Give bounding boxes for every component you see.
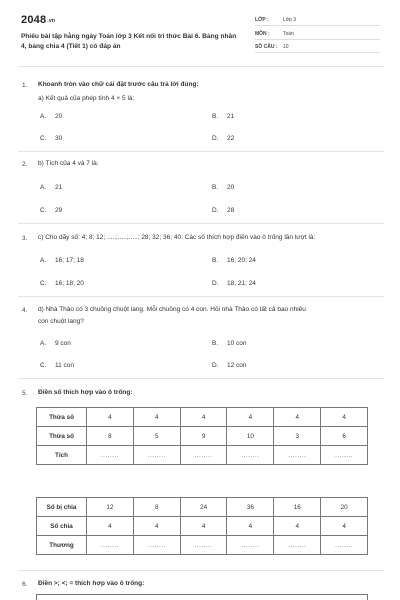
option-value: 20	[227, 184, 235, 191]
option-letter: C.	[40, 362, 47, 369]
option-value: 21	[227, 113, 235, 120]
meta-row-subject	[255, 30, 380, 40]
option-d[interactable]	[212, 135, 234, 142]
question-number: 5.	[22, 390, 28, 397]
meta-label: MÔN :	[255, 30, 270, 37]
option-letter: D.	[212, 280, 219, 287]
answer-blank[interactable]: ........	[87, 536, 134, 555]
meta-label: LỚP :	[255, 17, 269, 23]
table-cell: 4	[133, 517, 180, 536]
answer-blank[interactable]: ........	[321, 446, 368, 465]
option-value: 12 con	[227, 362, 247, 369]
option-letter: C.	[40, 135, 47, 142]
option-value: 9 con	[55, 340, 71, 347]
table-cell: 10	[227, 427, 274, 446]
table-cell: 4	[321, 408, 368, 427]
divider	[18, 151, 384, 152]
option-a[interactable]	[40, 184, 62, 191]
logo-main: 2048	[21, 14, 47, 26]
table-row	[37, 498, 368, 517]
option-value: 21	[55, 184, 63, 191]
option-letter: A.	[40, 257, 47, 264]
table-cell: 3	[274, 427, 321, 446]
table-cell: 4	[227, 517, 274, 536]
question-text-line2: con chuột lang?	[38, 318, 84, 325]
table-row	[37, 446, 368, 465]
option-letter: C.	[40, 207, 47, 214]
option-c[interactable]	[40, 135, 62, 142]
document-title: Phiếu bài tập hằng ngày Toán lớp 3 Kết nối tri thức Bài 6. Bảng nhân 4, bảng chia 4 (Tiết 1) có đáp án	[21, 33, 237, 50]
table-row	[37, 517, 368, 536]
meta-row-count	[255, 43, 380, 53]
meta-row-class	[255, 16, 380, 26]
question-text: c) Cho dãy số: 4; 8; 12; .....;.....;.....; 28; 32; 36; 40. Các số thích hợp điền vào ô trống lần lượt là:	[38, 234, 316, 241]
table-cell: 4	[87, 408, 134, 427]
table-cell: 9	[180, 427, 227, 446]
option-value: 22	[227, 135, 235, 142]
table-cell: 6	[321, 427, 368, 446]
divider	[18, 296, 384, 297]
table-cell: 4	[87, 517, 134, 536]
option-letter: B.	[212, 257, 219, 264]
comparison-table-partial	[36, 594, 368, 600]
row-header: Tích	[37, 446, 87, 465]
row-header: Thừa số	[37, 408, 87, 427]
table-cell: 36	[227, 498, 274, 517]
table-row	[37, 408, 368, 427]
option-a[interactable]	[40, 113, 62, 120]
answer-blank[interactable]: ........	[274, 446, 321, 465]
option-d[interactable]	[212, 280, 256, 287]
question-number: 3.	[22, 235, 28, 242]
answer-blank[interactable]: ........	[133, 536, 180, 555]
table-cell: 20	[321, 498, 368, 517]
question-instruction: Điền >; <; = thích hợp vào ô trống:	[38, 580, 145, 587]
option-a[interactable]	[40, 340, 71, 347]
option-letter: D.	[212, 135, 219, 142]
option-c[interactable]	[40, 280, 84, 287]
table-cell: 8	[87, 427, 134, 446]
meta-value: Toán	[283, 30, 294, 37]
answer-blank[interactable]: ........	[180, 536, 227, 555]
option-letter: B.	[212, 340, 219, 347]
divider	[18, 223, 384, 224]
option-c[interactable]	[40, 362, 74, 369]
row-header: Số bị chia	[37, 498, 87, 517]
option-value: 29	[55, 207, 63, 214]
meta-info	[255, 16, 380, 57]
option-letter: C.	[40, 280, 47, 287]
option-a[interactable]	[40, 257, 84, 264]
row-header: Số chia	[37, 517, 87, 536]
option-value: 16; 18; 20	[55, 280, 84, 287]
table-cell: 4	[274, 517, 321, 536]
option-value: 18; 21; 24	[227, 280, 256, 287]
answer-blank[interactable]: ........	[321, 536, 368, 555]
table-cell: 24	[180, 498, 227, 517]
option-letter: A.	[40, 340, 47, 347]
question-text	[38, 388, 133, 398]
option-value: 20	[55, 113, 63, 120]
meta-value: Lớp 3	[283, 17, 297, 23]
row-header: Thừa số	[37, 427, 87, 446]
question-instruction: Điền số thích hợp vào ô trống:	[38, 389, 133, 396]
option-b[interactable]	[212, 340, 247, 347]
question-text-line1: d) Nhà Thảo có 3 chuồng chuột lang. Mỗi chuồng có 4 con. Hỏi nhà Thảo có tất cả bao nhiêu	[38, 306, 306, 313]
option-value: 11 con	[55, 362, 75, 369]
table-cell: 4	[180, 517, 227, 536]
option-b[interactable]	[212, 113, 234, 120]
question-text: b) Tích của 4 và 7 là:	[38, 160, 99, 167]
divider	[18, 378, 384, 379]
answer-blank[interactable]: ........	[227, 446, 274, 465]
table-cell: 8	[133, 498, 180, 517]
meta-label: SỐ CÂU :	[255, 44, 278, 50]
table-cell: 4	[133, 408, 180, 427]
option-b[interactable]	[212, 184, 234, 191]
option-value: 16; 17; 18	[55, 257, 84, 264]
option-d[interactable]	[212, 362, 247, 369]
option-letter: D.	[212, 207, 219, 214]
answer-blank[interactable]: ........	[87, 446, 134, 465]
division-table	[36, 497, 368, 555]
question-text	[38, 80, 199, 90]
table-row	[37, 427, 368, 446]
question-instruction: Khoanh tròn vào chữ cái đặt trước câu trả lời đúng:	[38, 81, 199, 88]
table-cell: 4	[180, 408, 227, 427]
option-value: 10 con	[227, 340, 247, 347]
table-cell: 16	[274, 498, 321, 517]
option-value: 30	[55, 135, 63, 142]
table-cell: 12	[87, 498, 134, 517]
divider	[18, 66, 384, 67]
table-row	[37, 536, 368, 555]
option-c[interactable]	[40, 207, 62, 214]
option-letter: D.	[212, 362, 219, 369]
table-cell: 4	[274, 408, 321, 427]
divider	[18, 570, 384, 571]
question-number: 2.	[22, 161, 28, 168]
option-b[interactable]	[212, 257, 256, 264]
option-letter: A.	[40, 184, 47, 191]
question-text	[38, 579, 144, 589]
option-letter: B.	[212, 184, 219, 191]
meta-value: 10	[283, 44, 289, 50]
answer-blank[interactable]: ........	[180, 446, 227, 465]
option-letter: A.	[40, 113, 47, 120]
row-header: Thương	[37, 536, 87, 555]
site-logo[interactable]	[21, 14, 55, 26]
option-value: 28	[227, 207, 235, 214]
table-cell: 5	[133, 427, 180, 446]
option-d[interactable]	[212, 207, 234, 214]
answer-blank[interactable]: ........	[274, 536, 321, 555]
question-number: 1.	[22, 82, 28, 89]
option-letter: B.	[212, 113, 219, 120]
answer-blank[interactable]: ........	[227, 536, 274, 555]
option-value: 16; 20; 24	[227, 257, 256, 264]
multiplication-table	[36, 407, 368, 465]
question-number: 6.	[22, 581, 28, 588]
table-cell: 4	[321, 517, 368, 536]
logo-tld: .vn	[47, 18, 56, 24]
question-number: 4.	[22, 307, 28, 314]
table-cell: 4	[227, 408, 274, 427]
question-subtext: a) Kết quả của phép tính 4 × 5 là:	[38, 95, 135, 102]
answer-blank[interactable]: ........	[133, 446, 180, 465]
